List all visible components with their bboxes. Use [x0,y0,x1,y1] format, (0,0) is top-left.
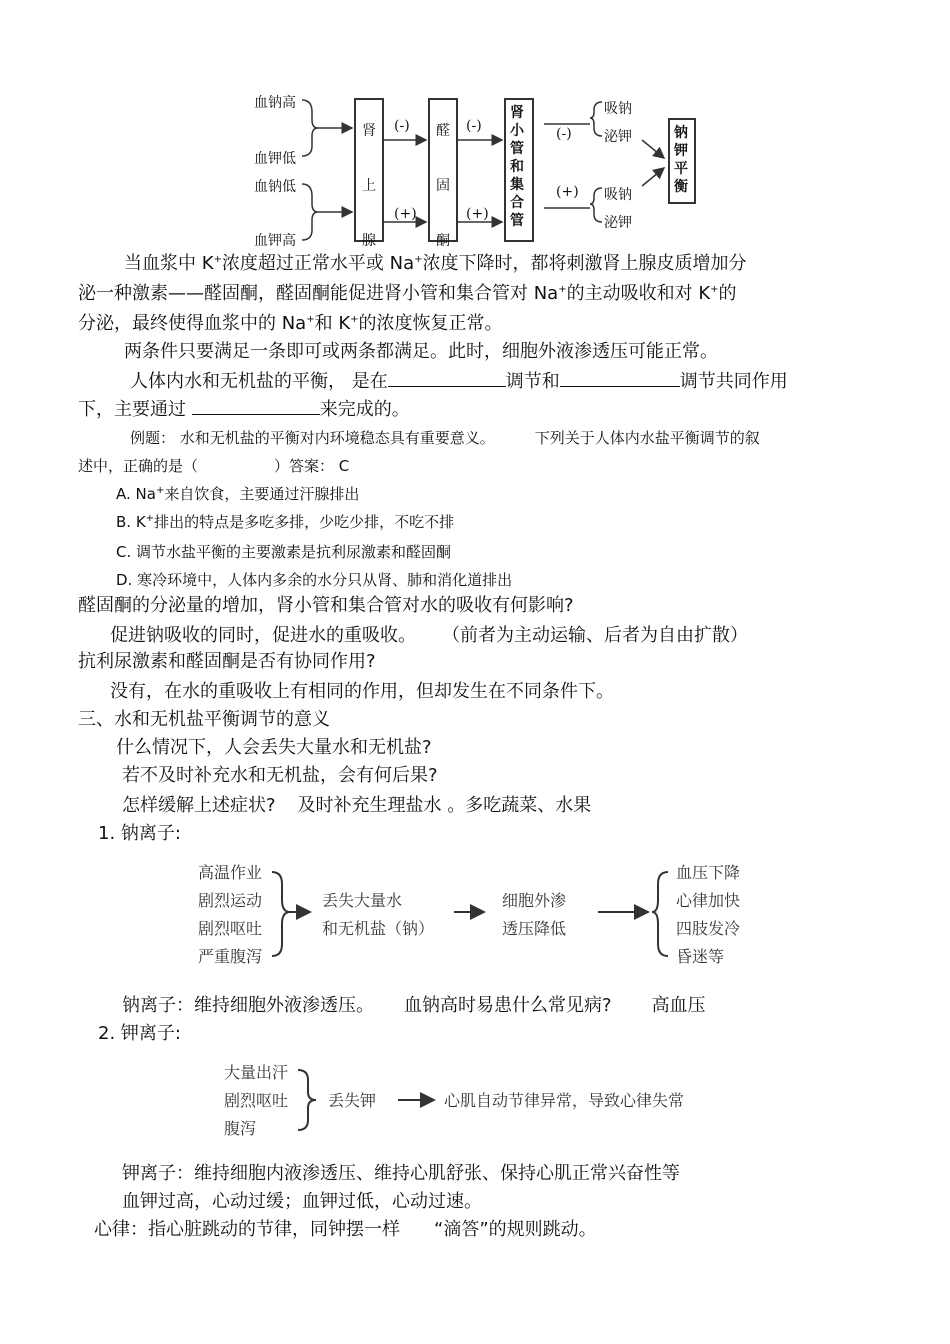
sodium-title: 1. 钠离子: [98,823,181,844]
sodium-cause-2: 剧烈运动 [198,891,263,910]
section3-q2: 若不及时补充水和无机盐，会有何后果? [122,765,438,786]
sodium-note: 钠离子：维持细胞外液渗透压。 血钠高时易患什么常见病? 高血压 [122,995,706,1016]
diagram-label-low-potassium: 血钾低 [254,151,296,167]
potassium-cause-2: 剧烈呕吐 [224,1091,289,1110]
sodium-effect-1: 血压下降 [676,863,741,882]
sodium-mid1-line1: 丢失大量水 [322,891,403,910]
sign-pos-3: (+) [556,184,579,200]
potassium-mid: 丢失钾 [328,1091,377,1110]
question-2: 抗利尿激素和醛固酮是否有协同作用? [78,651,376,672]
potassium-effect: 心肌自动节律异常，导致心律失常 [444,1091,685,1110]
tubule-label: 肾小管和集合管 [510,105,524,229]
potassium-note-1: 钾离子：维持细胞内液渗透压、维持心肌舒张、保持心肌正常兴奋性等 [122,1163,680,1184]
option-c: C. 调节水盐平衡的主要激素是抗利尿激素和醛固酮 [116,543,452,561]
diagram-label-high-potassium: 血钾高 [254,233,296,249]
para1-line3: 分泌，最终使得血浆中的 Na+和 K+的浓度恢复正常。 [78,313,503,334]
para2: 两条件只要满足一条即可或两条都满足。此时，细胞外液渗透压可能正常。 [124,341,718,362]
sign-pos-2: (+) [466,206,489,222]
sodium-mid1-line2: 和无机盐（钠） [322,919,435,938]
section3-q1: 什么情况下，人会丢失大量水和无机盐? [116,737,432,758]
potassium-cause-1: 大量出汗 [224,1063,289,1082]
potassium-cause-3: 腹泻 [224,1119,257,1138]
diagram-label-low-sodium: 血钠低 [254,179,296,195]
answer-2: 没有，在水的重吸收上有相同的作用，但却发生在不同条件下。 [110,681,614,702]
sodium-cause-4: 严重腹泻 [198,947,263,966]
sodium-effect-3: 四肢发冷 [676,919,741,938]
sodium-mid2-line1: 细胞外渗 [502,891,567,910]
sign-pos-1: (+) [394,206,417,222]
para1-line1: 当血浆中 K+浓度超过正常水平或 Na+浓度下降时，都将刺激肾上腺皮质增加分 [124,253,747,274]
sodium-effect-2: 心律加快 [676,891,741,910]
right-bottom-absorb-sodium: 吸钠 [604,187,632,203]
fill-line1: 人体内水和无机盐的平衡， 是在 调节和 调节共同作用 [130,368,788,394]
sign-neg-3: (-) [556,126,572,142]
potassium-note-2: 血钾过高，心动过缓；血钾过低，心动过速。 [122,1191,482,1212]
potassium-title: 2. 钾离子: [98,1023,181,1044]
aldosterone-label: 醛固酮 [436,123,450,249]
diagram-label-high-sodium: 血钠高 [254,95,296,111]
rhythm-definition: 心律：指心脏跳动的节律，同钟摆一样 “滴答”的规则跳动。 [94,1219,597,1240]
right-top-secrete-potassium: 泌钾 [604,129,632,145]
example-line1: 例题： 水和无机盐的平衡对内环境稳态具有重要意义。 下列关于人体内水盐平衡调节的叙 [130,429,760,447]
section3-q3: 怎样缓解上述症状? 及时补充生理盐水 。多吃蔬菜、水果 [122,795,592,816]
sodium-cause-3: 剧烈呕吐 [198,919,263,938]
option-d: D. 寒冷环境中，人体内多余的水分只从肾、肺和消化道排出 [116,571,513,589]
option-b: B. K+排出的特点是多吃多排，少吃少排，不吃不排 [116,513,455,531]
example-line2: 述中，正确的是（ ）答案： C [78,457,350,475]
question-1: 醛固酮的分泌量的增加，肾小管和集合管对水的吸收有何影响? [78,595,574,616]
sign-neg-1: (-) [394,118,410,134]
sodium-mid2-line2: 透压降低 [502,919,567,938]
sign-neg-2: (-) [466,118,482,134]
section3-heading: 三、水和无机盐平衡调节的意义 [78,709,330,730]
answer-1: 促进钠吸收的同时，促进水的重吸收。 （前者为主动运输、后者为自由扩散） [110,625,748,646]
result-label: 钠钾平衡 [674,125,688,195]
option-a: A. Na+来自饮食，主要通过汗腺排出 [116,485,360,503]
right-top-absorb-sodium: 吸钠 [604,101,632,117]
sodium-effect-4: 昏迷等 [676,947,725,966]
para1-line2: 泌一种激素——醛固酮，醛固酮能促进肾小管和集合管对 Na+的主动吸收和对 K+的 [78,283,737,304]
fill-line2: 下，主要通过 来完成的。 [78,396,410,422]
adrenal-label: 肾上腺 [362,123,376,249]
sodium-cause-1: 高温作业 [198,863,263,882]
right-bottom-secrete-potassium: 泌钾 [604,215,632,231]
